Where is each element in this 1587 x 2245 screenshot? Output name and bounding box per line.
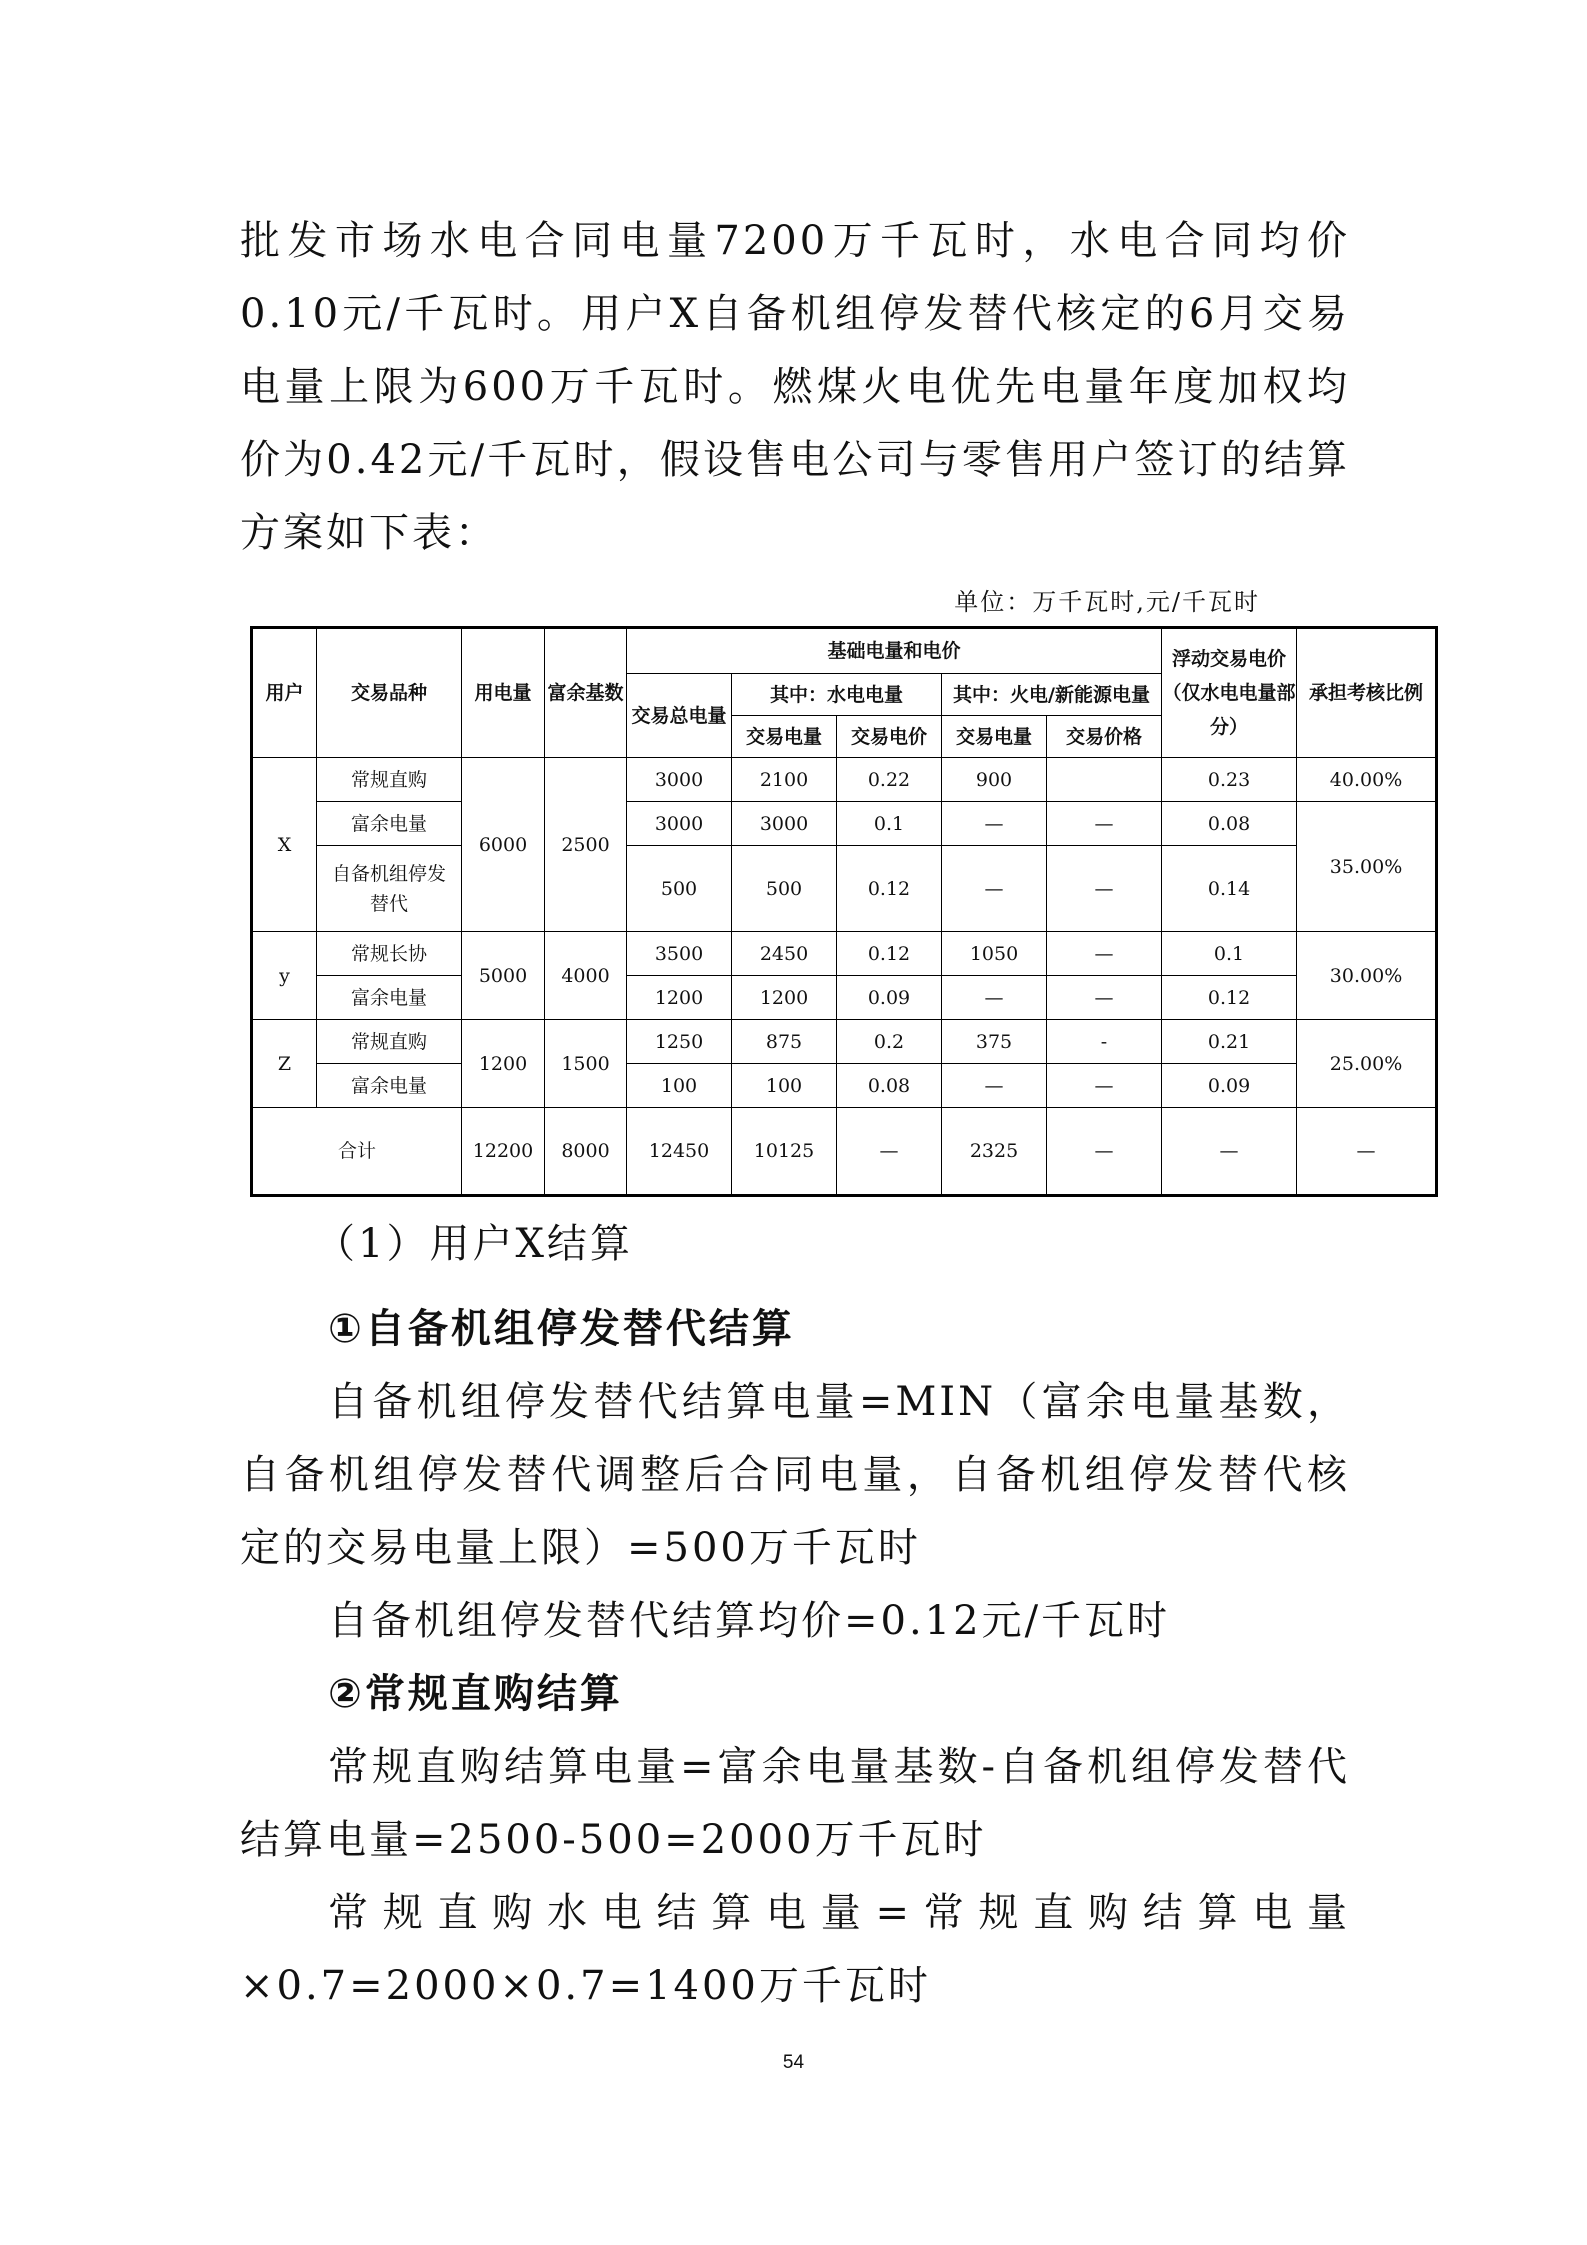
- cell-hydro-price: —: [837, 1108, 942, 1196]
- unit-label: 单位：万千瓦时,元/千瓦时: [954, 588, 1260, 616]
- cell-hydro-price: 0.22: [837, 758, 942, 802]
- cell-hydro-volume: 875: [732, 1020, 837, 1064]
- cell-variety: 富余电量: [317, 802, 462, 846]
- cell-variety: 自备机组停发替代: [317, 846, 462, 932]
- paragraph-self-backup-price: 自备机组停发替代结算均价=0.12元/千瓦时: [328, 1598, 1171, 1644]
- header-floating-price: 浮动交易电价（仅水电电量部分）: [1162, 628, 1297, 758]
- cell-floating: —: [1162, 1108, 1297, 1196]
- cell-thermal-volume: —: [942, 846, 1047, 932]
- cell-usage: 5000: [462, 932, 545, 1020]
- cell-ratio: —: [1297, 1108, 1437, 1196]
- cell-hydro-volume: 500: [732, 846, 837, 932]
- cell-user: X: [252, 758, 317, 932]
- page-number: 54: [782, 2052, 805, 2073]
- cell-ratio: 30.00%: [1297, 932, 1437, 1020]
- table-row: [252, 758, 1437, 802]
- cell-thermal-volume: 2325: [942, 1108, 1047, 1196]
- cell-ratio: 35.00%: [1297, 802, 1437, 932]
- total-row: [252, 1108, 1437, 1196]
- cell-hydro-volume: 100: [732, 1064, 837, 1108]
- cell-total: 3000: [627, 802, 732, 846]
- cell-floating: 0.08: [1162, 802, 1297, 846]
- cell-variety: 富余电量: [317, 1064, 462, 1108]
- cell-thermal-price: —: [1047, 1108, 1162, 1196]
- cell-thermal-volume: 900: [942, 758, 1047, 802]
- paragraph-direct-purchase-volume: 常规直购结算电量=富余电量基数-自备机组停发替代结算电量=2500-500=2000万千瓦时: [240, 1744, 1350, 1863]
- cell-hydro-price: 0.1: [837, 802, 942, 846]
- cell-surplus-base: 2500: [545, 758, 627, 932]
- cell-thermal-price: —: [1047, 802, 1162, 846]
- cell-floating: 0.1: [1162, 932, 1297, 976]
- cell-floating: 0.12: [1162, 976, 1297, 1020]
- table-row: [252, 802, 1437, 846]
- section-title-user-x: （1）用户X结算: [315, 1221, 633, 1267]
- cell-total: 500: [627, 846, 732, 932]
- cell-surplus-base: 4000: [545, 932, 627, 1020]
- cell-hydro-volume: 3000: [732, 802, 837, 846]
- header-surplus-base: 富余基数: [545, 628, 627, 758]
- header-basic-group: 基础电量和电价: [627, 628, 1162, 674]
- header-user: 用户: [252, 628, 317, 758]
- cell-thermal-price: —: [1047, 1064, 1162, 1108]
- cell-thermal-volume: —: [942, 802, 1047, 846]
- table-row: [252, 932, 1437, 976]
- cell-thermal-price: —: [1047, 932, 1162, 976]
- table-row: [252, 976, 1437, 1020]
- cell-ratio: 40.00%: [1297, 758, 1437, 802]
- paragraph-direct-purchase-hydro: 常规直购水电结算电量=常规直购结算电量×0.7=2000×0.7=1400万千瓦时: [240, 1890, 1350, 2009]
- table-row: [252, 846, 1437, 932]
- cell-surplus-base: 8000: [545, 1108, 627, 1196]
- cell-variety: 富余电量: [317, 976, 462, 1020]
- cell-thermal-volume: 1050: [942, 932, 1047, 976]
- header-hydro-price: 交易电价: [837, 716, 942, 758]
- cell-thermal-volume: —: [942, 1064, 1047, 1108]
- cell-hydro-price: 0.08: [837, 1064, 942, 1108]
- cell-usage: 1200: [462, 1020, 545, 1108]
- cell-variety: 常规长协: [317, 932, 462, 976]
- cell-total: 3000: [627, 758, 732, 802]
- cell-hydro-price: 0.2: [837, 1020, 942, 1064]
- cell-variety: 常规直购: [317, 1020, 462, 1064]
- intro-paragraph: 批发市场水电合同电量7200万千瓦时，水电合同均价0.10元/千瓦时。用户X自备机组停发替代核定的6月交易电量上限为600万千瓦时。燃煤火电优先电量年度加权均价为0.42元/千瓦时，假设售电公司与零售用户签订的结算方案如下表：: [240, 218, 1350, 556]
- cell-hydro-volume: 2450: [732, 932, 837, 976]
- settlement-table: [250, 626, 1438, 1197]
- cell-user: y: [252, 932, 317, 1020]
- cell-surplus-base: 1500: [545, 1020, 627, 1108]
- cell-hydro-price: 0.12: [837, 846, 942, 932]
- table-row: [252, 1064, 1437, 1108]
- header-usage: 用电量: [462, 628, 545, 758]
- paragraph-self-backup-volume: 自备机组停发替代结算电量=MIN（富余电量基数，自备机组停发替代调整后合同电量，自备机组停发替代核定的交易电量上限）=500万千瓦时: [240, 1379, 1350, 1571]
- cell-total: 3500: [627, 932, 732, 976]
- cell-floating: 0.21: [1162, 1020, 1297, 1064]
- cell-floating: 0.23: [1162, 758, 1297, 802]
- cell-hydro-volume: 1200: [732, 976, 837, 1020]
- cell-user: Z: [252, 1020, 317, 1108]
- cell-thermal-price: —: [1047, 846, 1162, 932]
- cell-total: 100: [627, 1064, 732, 1108]
- cell-variety: 常规直购: [317, 758, 462, 802]
- cell-thermal-price: -: [1047, 1020, 1162, 1064]
- cell-hydro-volume: 10125: [732, 1108, 837, 1196]
- header-ratio: 承担考核比例: [1297, 628, 1437, 758]
- cell-total: 1200: [627, 976, 732, 1020]
- header-thermal-group: 其中：火电/新能源电量: [942, 674, 1162, 716]
- cell-total: 1250: [627, 1020, 732, 1064]
- cell-thermal-volume: 375: [942, 1020, 1047, 1064]
- header-hydro-group: 其中：水电电量: [732, 674, 942, 716]
- cell-hydro-price: 0.09: [837, 976, 942, 1020]
- subsection-title-self-backup: ①自备机组停发替代结算: [328, 1306, 795, 1352]
- header-total-volume: 交易总电量: [627, 674, 732, 758]
- cell-total: 12450: [627, 1108, 732, 1196]
- cell-thermal-price: [1047, 758, 1162, 802]
- cell-hydro-volume: 2100: [732, 758, 837, 802]
- cell-floating: 0.09: [1162, 1064, 1297, 1108]
- cell-floating: 0.14: [1162, 846, 1297, 932]
- cell-usage: 6000: [462, 758, 545, 932]
- cell-total-label: 合计: [252, 1108, 462, 1196]
- header-variety: 交易品种: [317, 628, 462, 758]
- cell-thermal-price: —: [1047, 976, 1162, 1020]
- cell-hydro-price: 0.12: [837, 932, 942, 976]
- cell-ratio: 25.00%: [1297, 1020, 1437, 1108]
- table-row: [252, 1020, 1437, 1064]
- subsection-title-direct-purchase: ②常规直购结算: [328, 1671, 623, 1717]
- header-thermal-volume: 交易电量: [942, 716, 1047, 758]
- cell-usage: 12200: [462, 1108, 545, 1196]
- header-hydro-volume: 交易电量: [732, 716, 837, 758]
- cell-thermal-volume: —: [942, 976, 1047, 1020]
- header-thermal-price: 交易价格: [1047, 716, 1162, 758]
